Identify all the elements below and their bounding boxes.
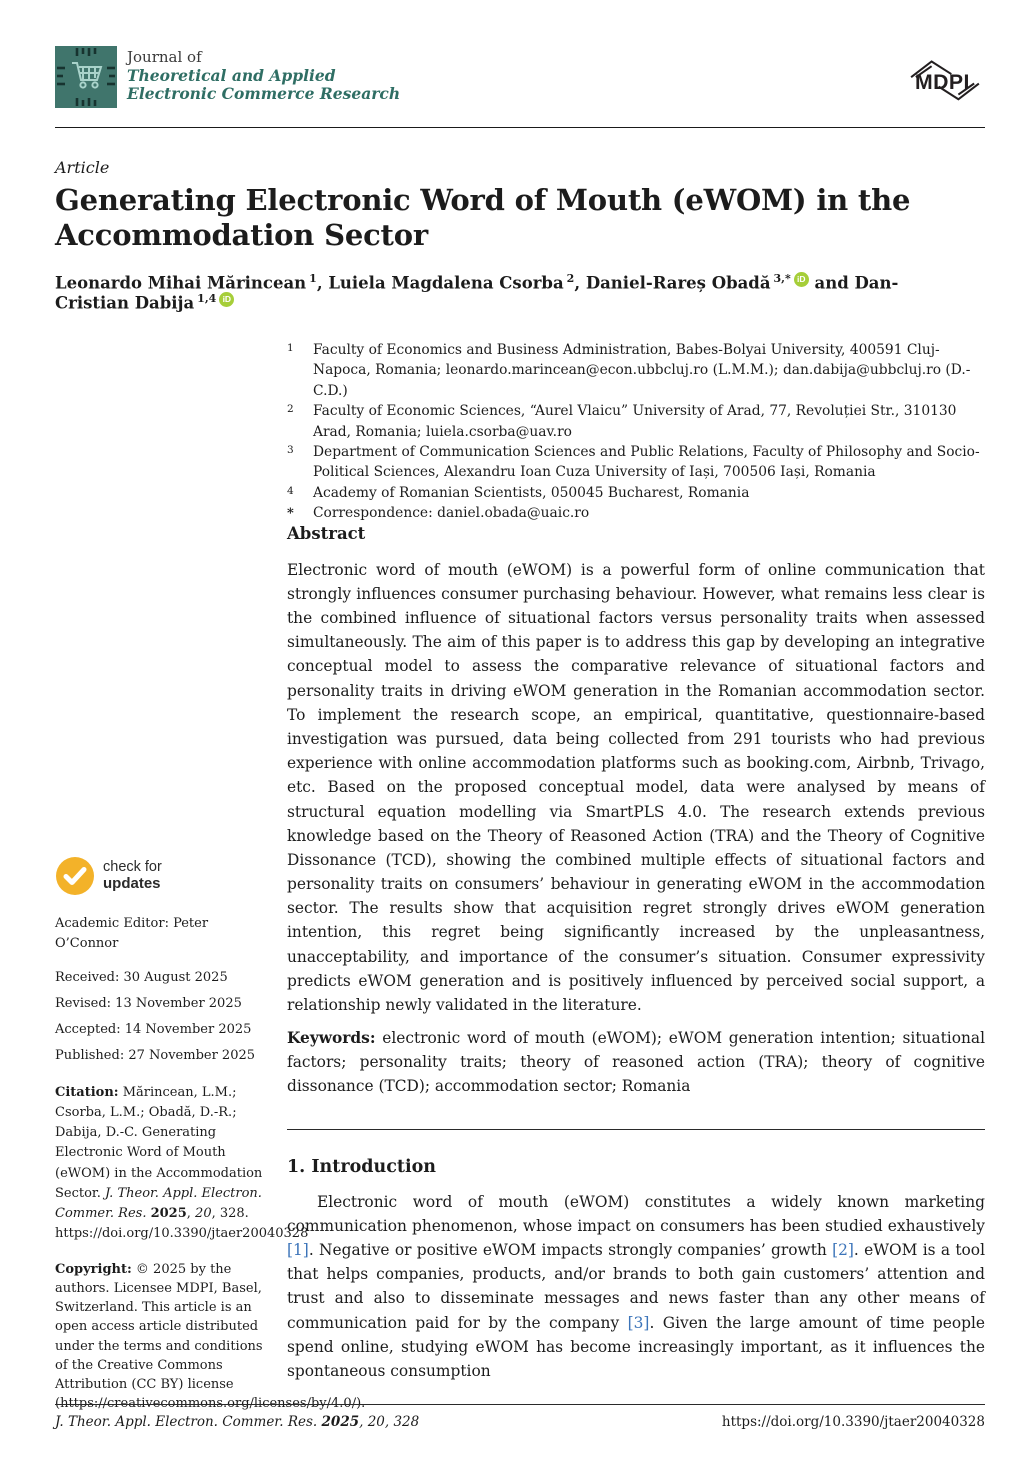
affiliation-text: Department of Communication Sciences and Public Relations, Faculty of Philosophy and Socio-Political Sciences, Alexandru Ioan Cuza University of Iași, 700506 Iași, Romania [313,444,980,481]
author-name: Dan-Cristian Dabija [55,273,899,313]
main-column [287,340,985,1383]
keywords-section [287,1026,985,1129]
section-divider [287,1129,985,1130]
author-name: Luiela Magdalena Csorba [328,273,564,293]
keywords-label: Keywords: [287,1028,376,1047]
academic-editor: Academic Editor: Peter O’Connor [55,916,209,951]
journal-name [127,46,400,108]
received-date: Received: 30 August 2025 [55,970,228,985]
authors-line: Leonardo Mihai Mărincean $^1$, Luiela Magdalena Csorba $^2$, Daniel-Rareș Obadă $^{3,*}$ iD and Dan-Cristian Dabija $^{1,4}$ iD [55,271,899,313]
citation-doi-link[interactable]: , 328. https://doi.org/10.3390/jtaer20040328 [55,1205,309,1241]
introduction-paragraph: Electronic word of mouth (eWOM) constitutes a widely known marketing communication phenomenon, whose impact on consumers has been studied exhaustively [1]. Negative or positive eWOM impacts strongly companies’ growth [2]. eWOM is a tool that helps companies, products, and/or brands to both gain customers’ attention and trust and also to disseminate messages and news faster than any other means of communication paid for by the company [3]. Given the large amount of time people spend online, studying eWOM has become increasingly important, as it influences the spontaneous consumption [287,1192,985,1380]
article-type-label: Article [55,158,110,177]
copyright-block: Copyright: © 2025 by the authors. Licensee MDPI, Basel, Switzerland. This article is an open access article distributed under the terms and conditions of the Creative Commons Attribution (CC BY) license (https://creativecommons.org/licenses/by/4.0/). [55,1262,366,1411]
affiliation-text: Faculty of Economic Sciences, “Aurel Vlaicu” University of Arad, 77, Revoluției Str., 310130 Arad, Romania; luiela.csorba@uav.ro [313,403,957,440]
affiliation-row [287,442,985,483]
revised-date: Revised: 13 November 2025 [55,996,242,1011]
affiliation-number: 4 [287,484,294,497]
footer-divider [55,1404,985,1405]
citation-block: Citation: Mărincean, L.M.; Csorba, L.M.; Obadă, D.-R.; Dabija, D.-C. Generating Electronic Word of Mouth (eWOM) in the Accommodation Sector. J. Theor. Appl. Electron. Commer. Res. 2025, 20, 328. https://doi.org/10.3390/jtaer20040328 [55,1085,309,1241]
published-date: Published: 27 November 2025 [55,1048,256,1063]
page-footer [55,1414,985,1430]
svg-text:MDPI: MDPI [915,70,970,95]
orcid-icon[interactable]: iD [794,272,809,287]
correspondence-row [287,503,985,523]
header-divider [55,127,985,128]
check-circle-icon [55,856,95,896]
check-for-updates-badge[interactable] [55,856,268,896]
article-dates [55,965,268,1069]
author-affil-sup: 1,4 [197,292,217,306]
affiliation-row [287,483,985,503]
journal-name-line2: Theoretical and Applied [127,65,336,85]
affiliations [287,340,985,524]
journal-brand [55,46,400,108]
accepted-date: Accepted: 14 November 2025 [55,1022,252,1037]
author-affil-sup: 2 [566,271,575,285]
title-block [55,158,955,313]
correspondence-text: Correspondence: daniel.obada@uaic.ro [313,505,590,522]
reference-link-2[interactable]: [2] [832,1241,854,1260]
keywords-text: Keywords: electronic word of mouth (eWOM); eWOM generation intention; situational factors; personality traits; theory of reasoned action (TRA); theory of cognitive dissonance (TCD); accommodation sector; Romania [287,1028,985,1096]
author-name: Leonardo Mihai Mărincean [55,273,307,293]
copyright-label: Copyright: [55,1262,132,1278]
reference-link-3[interactable]: [3] [627,1313,650,1332]
abstract-text: Electronic word of mouth (eWOM) is a powerful form of online communication that strongly influences consumer purchasing behaviour. However, what remains less clear is the combined influence of situational factors versus personality traits when assessed simultaneously. The aim of this paper is to address this gap by developing an integrative conceptual model to assess the comparative relevance of situational factors and personality traits in driving eWOM generation in the Romanian accommodation sector. To implement the research scope, an empirical, quantitative, questionnaire-based investigation was pursued, data being collected from 291 tourists who had previous experience with online accommodation platforms such as booking.com, Airbnb, Trivago, etc. Based on the proposed conceptual model, data were analysed by means of structural equation modelling via SmartPLS 4.0. The research extends previous knowledge based on the Theory of Reasoned Action (TRA) and the Theory of Cognitive Dissonance (TCD), showing the combined multiple effects of situational factors and personality traits on consumers’ behaviour in generating eWOM in the accommodation sector. The results show that acquisition regret strongly drives eWOM generation intention, this regret being significantly increased by the unpleasantness, unacceptability, and importance of the consumer’s situation. Consumer expressivity predicts eWOM generation and is positively influenced by perceived social support, a relationship newly validated in the literature. [287,560,985,1015]
reference-link-1[interactable]: [1] [287,1241,309,1260]
journal-logo shopping-cart-chip-icon [55,46,117,108]
check-for-updates-label: check for updates [103,858,162,892]
abstract-section [287,524,985,1026]
affiliation-number: 1 [287,342,294,354]
page-title: Generating Electronic Word of Mouth (eWOM) in the Accommodation Sector [55,183,911,253]
introduction-heading: 1. Introduction [287,1156,436,1177]
orcid-icon[interactable]: iD [219,292,234,307]
affiliation-number: 2 [287,403,294,416]
author-affil-sup: 1 [309,271,317,285]
affiliation-number: 3 [287,444,294,457]
mdpi-logo mdpi-hexagon-icon [905,52,985,108]
footer-journal-ref: J. Theor. Appl. Electron. Commer. Res. 2025, 20, 328 [55,1414,420,1430]
abstract-heading: Abstract [287,523,366,543]
affiliation-text: Academy of Romanian Scientists, 050045 Bucharest, Romania [313,484,750,501]
page-header [55,0,985,108]
affiliation-row [287,401,985,442]
affiliation-row [287,340,985,401]
author-affil-sup: 3,* [773,271,791,285]
journal-name-line1: Journal of [127,48,202,66]
journal-name-line3: Electronic Commerce Research [127,83,401,103]
affiliation-text: Faculty of Economics and Business Administration, Babes-Bolyai University, 400591 Cluj-Napoca, Romania; leonardo.marincean@econ.ubbcluj.ro (L.M.M.); dan.dabija@ubbcluj.ro (D.-C.D.) [313,342,971,399]
author-name: Daniel-Rareș Obadă [585,273,771,293]
citation-label: Citation: [55,1085,119,1100]
correspondence-asterisk: * [287,506,294,522]
footer-doi-link[interactable]: https://doi.org/10.3390/jtaer20040328 [721,1414,985,1430]
